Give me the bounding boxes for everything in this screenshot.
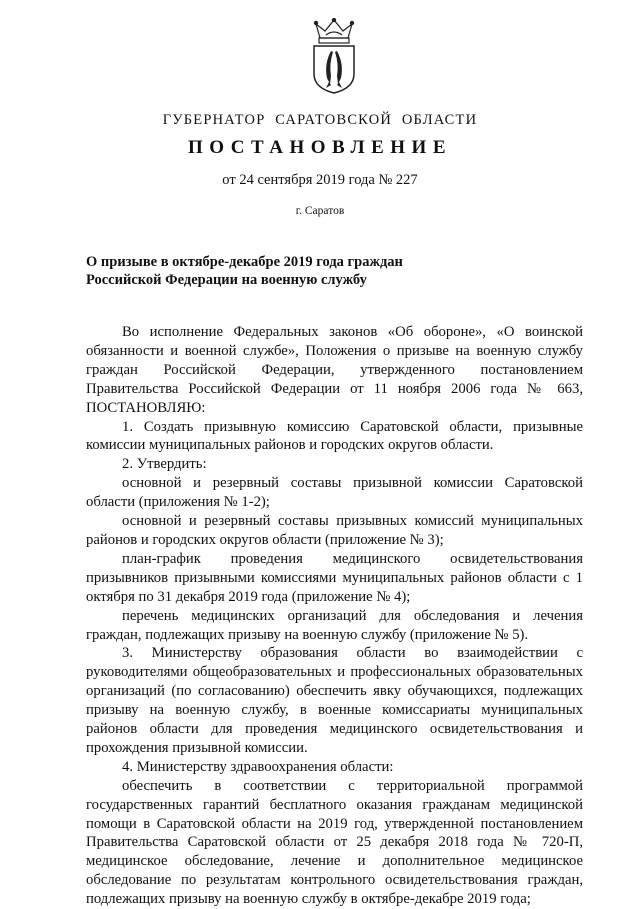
- body-paragraph-item-3: 3. Министерству образования области во взаимодействии с руководителями общеобразовательных и профессиональных образовательных организаций (по согласованию) обеспечить явку обучающихся, подлежащих призыву на военную службу, в военные комиссариаты муниципальных районов области для проведения медицинского освидетельствования и прохождения призывной комиссии.: [86, 645, 583, 756]
- saratov-coat-of-arms-emblem: [300, 18, 368, 94]
- body-paragraph-item-2-sub: перечень медицинских организаций для обследования и лечения граждан, подлежащих призыву на военную службу (приложение № 5).: [86, 607, 583, 643]
- body-paragraph-item-2: 2. Утвердить:: [122, 456, 207, 473]
- document-city: г. Саратов: [295, 205, 345, 217]
- subject-line: Российской Федерации на военную службу: [86, 272, 367, 288]
- document-date-number: от 24 сентября 2019 года № 227: [222, 172, 418, 188]
- document-type-title: ПОСТАНОВЛЕНИЕ: [187, 137, 453, 158]
- body-paragraph-item-4-sub: обеспечить в соответствии с территориальной программой государственных гарантий бесплатного оказания гражданам медицинской помощи в Саратовской области на 2019 год, утвержденной постановлением Правительства Саратовской области от 25 декабря 2018 года № 720-П, медицинское обследование, лечение и дополнительное медицинское обследование по результатам контрольного освидетельствования граждан, подлежащих призыву на военную службу в октябре-декабре 2019 года;: [86, 777, 583, 908]
- subject-line: О призыве в октябре-декабре 2019 года граждан: [86, 254, 403, 270]
- document-body: [86, 323, 583, 909]
- body-paragraph-item-1: 1. Создать призывную комиссию Саратовской области, призывные комиссии муниципальных районов и городских округов области.: [86, 418, 583, 454]
- body-paragraph-item-4: 4. Министерству здравоохранения области:: [122, 758, 394, 775]
- body-paragraph-item-2-sub: план-график проведения медицинского освидетельствования призывников призывными комиссиями муниципальных районов области с 1 октября по 31 декабря 2019 года (приложение № 4);: [86, 550, 583, 605]
- body-paragraph-item-2-sub: основной и резервный составы призывных комиссий муниципальных районов и городских округов области (приложение № 3);: [86, 513, 583, 548]
- document-subject: [86, 253, 486, 289]
- body-paragraph-item-2-sub: основной и резервный составы призывной комиссии Саратовской области (приложения № 1-2);: [86, 475, 583, 511]
- body-paragraph-preamble: Во исполнение Федеральных законов «Об обороне», «О воинской обязанности и военной службе», Положения о призыве на военную службу граждан Российской Федерации, утвержденного постановлением Правительства Российской Федерации от 11 ноября 2006 года № 663, ПОСТАНОВЛЯЮ:: [86, 324, 583, 416]
- issuing-authority: ГУБЕРНАТОР САРАТОВСКОЙ ОБЛАСТИ: [162, 112, 478, 128]
